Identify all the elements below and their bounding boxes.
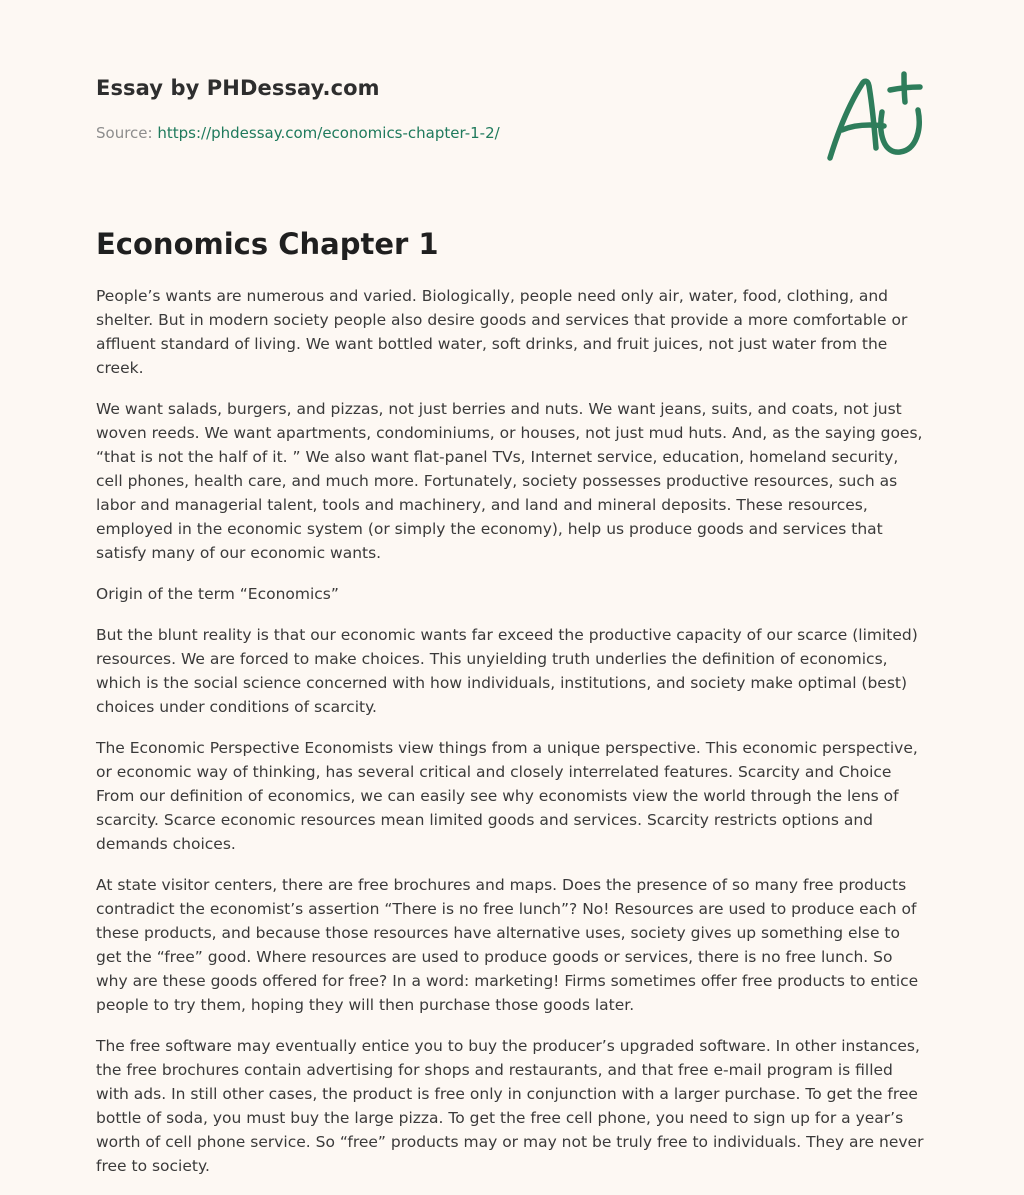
paragraph: But the blunt reality is that our economic wants far exceed the productive capacity of our scarce (limited) resources. We are forced to make choices. This unyielding truth underlies the definition of economics, which is the social science concerned with how individuals, institutions, and society make optimal (best) choices under conditions of scarcity. [96, 626, 918, 716]
paragraph: At state visitor centers, there are free brochures and maps. Does the presence of so many free products contradict the economist’s assertion “There is no free lunch”? No! Resources are used to produce each of these products, and because those resources have alternative uses, society gives up something else to get the “free” good. Where resources are used to produce goods or services, there is no free lunch. So why are these goods offered for free? In a word: marketing! Firms sometimes offer free products to entice people to try them, hoping they will then purchase those goods later. [96, 876, 919, 1014]
paragraph: The free software may eventually entice you to buy the producer’s upgraded software. In other instances, the free brochures contain advertising for shops and restaurants, and that free e-mail program is filled with ads. In still other cases, the product is free only in conjunction with a larger purchase. To get the free bottle of soda, you must buy the large pizza. To get the free cell phone, you need to sign up for a year’s worth of cell phone service. So “free” products may or may not be truly free to individuals. They are never free to society. [96, 1037, 924, 1175]
section-subheading: Origin of the term “Economics” [96, 585, 339, 603]
source-link[interactable]: https://phdessay.com/economics-chapter-1-2/ [157, 124, 500, 142]
brand-title: Essay by PHDessay.com [96, 76, 380, 100]
source-label: Source: [96, 124, 153, 142]
source-line [96, 124, 500, 142]
a-plus-logo-icon [824, 68, 928, 164]
essay-title: Economics Chapter 1 [96, 227, 439, 261]
a-plus-logo [824, 68, 928, 164]
essay-body [96, 284, 928, 1195]
paragraph: The Economic Perspective Economists view things from a unique perspective. This economic perspective, or economic way of thinking, has several critical and closely interrelated features. Scarcity and Choice From our definition of economics, we can easily see why economists view the world through the lens of scarcity. Scarce economic resources mean limited goods and services. Scarcity restricts options and demands choices. [96, 739, 918, 853]
paragraph: We want salads, burgers, and pizzas, not just berries and nuts. We want jeans, suits, and coats, not just woven reeds. We want apartments, condominiums, or houses, not just mud huts. And, as the saying goes, “that is not the half of it. ” We also want flat-panel TVs, Internet service, education, homeland security, cell phones, health care, and much more. Fortunately, society possesses productive resources, such as labor and managerial talent, tools and machinery, and land and mineral deposits. These resources, employed in the economic system (or simply the economy), help us produce goods and services that satisfy many of our economic wants. [96, 400, 923, 562]
paragraph: People’s wants are numerous and varied. Biologically, people need only air, water, food, clothing, and shelter. But in modern society people also desire goods and services that provide a more comfortable or affluent standard of living. We want bottled water, soft drinks, and fruit juices, not just water from the creek. [96, 287, 908, 377]
